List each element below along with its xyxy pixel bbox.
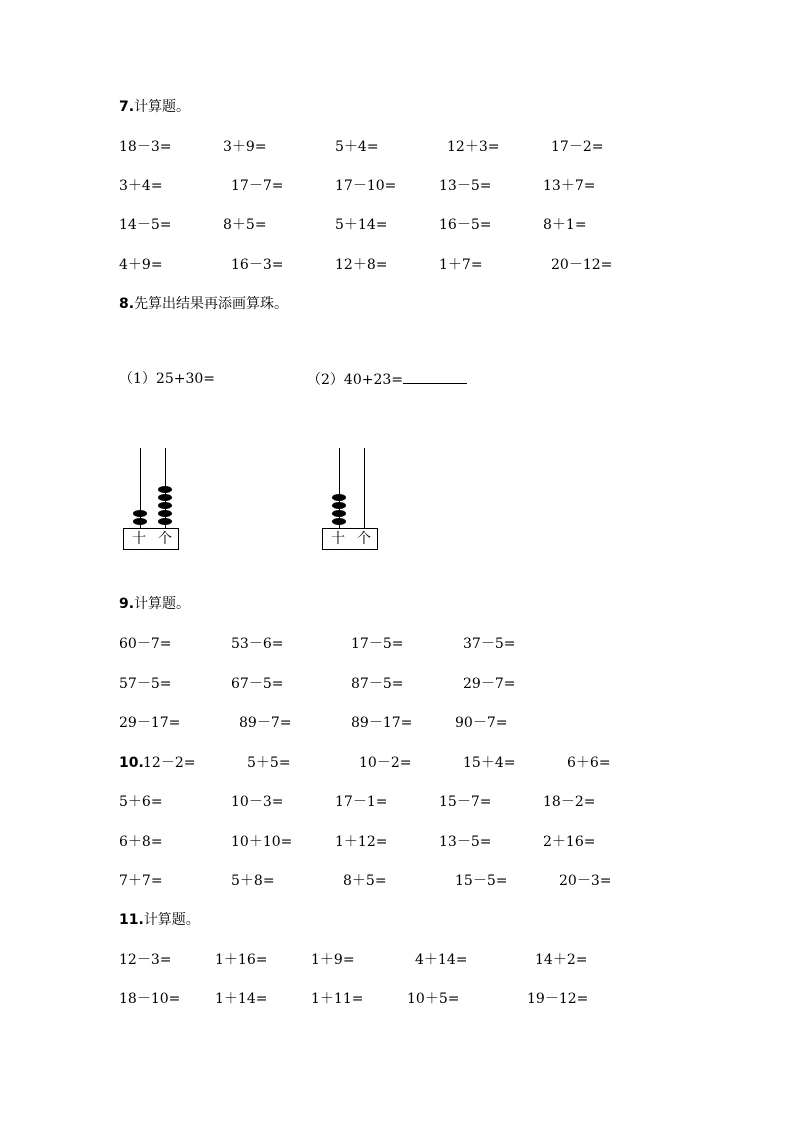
problem: 13－5= [439, 178, 492, 194]
problem: 1＋9= [311, 952, 355, 968]
q9-title: 计算题。 [134, 596, 191, 612]
problem: 15－5= [455, 873, 508, 889]
problem: 4＋14= [415, 952, 468, 968]
problem: 19－12= [527, 991, 589, 1007]
problem: 18－3= [119, 139, 172, 155]
q11-title: 计算题。 [143, 912, 200, 928]
q9-number: 9. [119, 596, 135, 612]
q10-number [119, 755, 144, 771]
problem: 17－2= [551, 139, 604, 155]
abacus-2 [322, 448, 378, 551]
ones-rod [364, 448, 365, 529]
problem: 15＋4= [463, 755, 516, 771]
problem: 3＋9= [223, 139, 267, 155]
tens-label: 十 [132, 531, 146, 547]
q9-heading [119, 596, 190, 612]
ones-bead [158, 494, 172, 501]
problem: 1＋16= [215, 952, 268, 968]
problem: 10＋10= [231, 834, 293, 850]
q7-heading [119, 99, 190, 115]
problem: 89－17= [351, 715, 413, 731]
problem: 89－7= [239, 715, 292, 731]
ones-label: 个 [357, 531, 371, 547]
q8-part2-text: （2）40+23= [307, 372, 403, 388]
problem: 5＋5= [247, 755, 291, 771]
q11-heading [119, 912, 200, 928]
problem: 29－17= [119, 715, 181, 731]
problem: 29－7= [463, 676, 516, 692]
problem: 1＋11= [311, 991, 364, 1007]
problem: 12＋8= [335, 257, 388, 273]
tens-label: 十 [331, 531, 345, 547]
problem: 6＋8= [119, 834, 163, 850]
problem: 17－10= [335, 178, 397, 194]
q8-part1: （1）25+30= [119, 371, 215, 387]
problem: 18－10= [119, 991, 181, 1007]
q7-title: 计算题。 [134, 99, 191, 115]
problem: 1＋7= [439, 257, 483, 273]
problem: 53－6= [231, 636, 284, 652]
problem: 12－2= [143, 755, 196, 771]
q7-number: 7. [119, 99, 135, 115]
q8-number: 8. [119, 296, 135, 312]
problem: 18－2= [543, 794, 596, 810]
q11-number: 11. [119, 912, 144, 928]
problem: 10－2= [359, 755, 412, 771]
problem: 3＋4= [119, 178, 163, 194]
problem: 15－7= [439, 794, 492, 810]
problem: 7＋7= [119, 873, 163, 889]
problem: 14－5= [119, 217, 172, 233]
problem: 10＋5= [407, 991, 460, 1007]
tens-bead [133, 518, 147, 525]
problem: 1＋12= [335, 834, 388, 850]
problem: 17－7= [231, 178, 284, 194]
problem: 67－5= [231, 676, 284, 692]
tens-bead [332, 518, 346, 525]
problem: 8＋5= [223, 217, 267, 233]
problem: 4＋9= [119, 257, 163, 273]
problem: 2＋16= [543, 834, 596, 850]
problem: 12＋3= [447, 139, 500, 155]
ones-label: 个 [158, 531, 172, 547]
problem: 13－5= [439, 834, 492, 850]
abacus-1 [123, 448, 179, 551]
problem: 14＋2= [535, 952, 588, 968]
problem: 16－3= [231, 257, 284, 273]
problem: 20－3= [559, 873, 612, 889]
problem: 57－5= [119, 676, 172, 692]
tens-bead [332, 510, 346, 517]
problem: 5＋14= [335, 217, 388, 233]
problem: 17－5= [351, 636, 404, 652]
abacus-base [123, 528, 179, 550]
problem: 6＋6= [567, 755, 611, 771]
problem: 8＋5= [343, 873, 387, 889]
problem: 20－12= [551, 257, 613, 273]
answer-blank[interactable] [403, 371, 467, 384]
problem: 12－3= [119, 952, 172, 968]
problem: 10－3= [231, 794, 284, 810]
tens-bead [332, 494, 346, 501]
problem: 90－7= [455, 715, 508, 731]
q8-part2 [307, 371, 467, 388]
problem: 87－5= [351, 676, 404, 692]
q10-number-text: 10. [119, 755, 144, 771]
tens-bead [133, 510, 147, 517]
problem: 60－7= [119, 636, 172, 652]
problem: 5＋6= [119, 794, 163, 810]
q8-heading [119, 296, 288, 312]
problem: 5＋8= [231, 873, 275, 889]
problem: 37－5= [463, 636, 516, 652]
ones-bead [158, 486, 172, 493]
problem: 5＋4= [335, 139, 379, 155]
problem: 8＋1= [543, 217, 587, 233]
ones-bead [158, 518, 172, 525]
tens-bead [332, 502, 346, 509]
problem: 13＋7= [543, 178, 596, 194]
abacus-base [322, 528, 378, 550]
ones-bead [158, 510, 172, 517]
problem: 1＋14= [215, 991, 268, 1007]
problem: 17－1= [335, 794, 388, 810]
problem: 16－5= [439, 217, 492, 233]
q8-title: 先算出结果再添画算珠。 [134, 296, 289, 312]
ones-bead [158, 502, 172, 509]
